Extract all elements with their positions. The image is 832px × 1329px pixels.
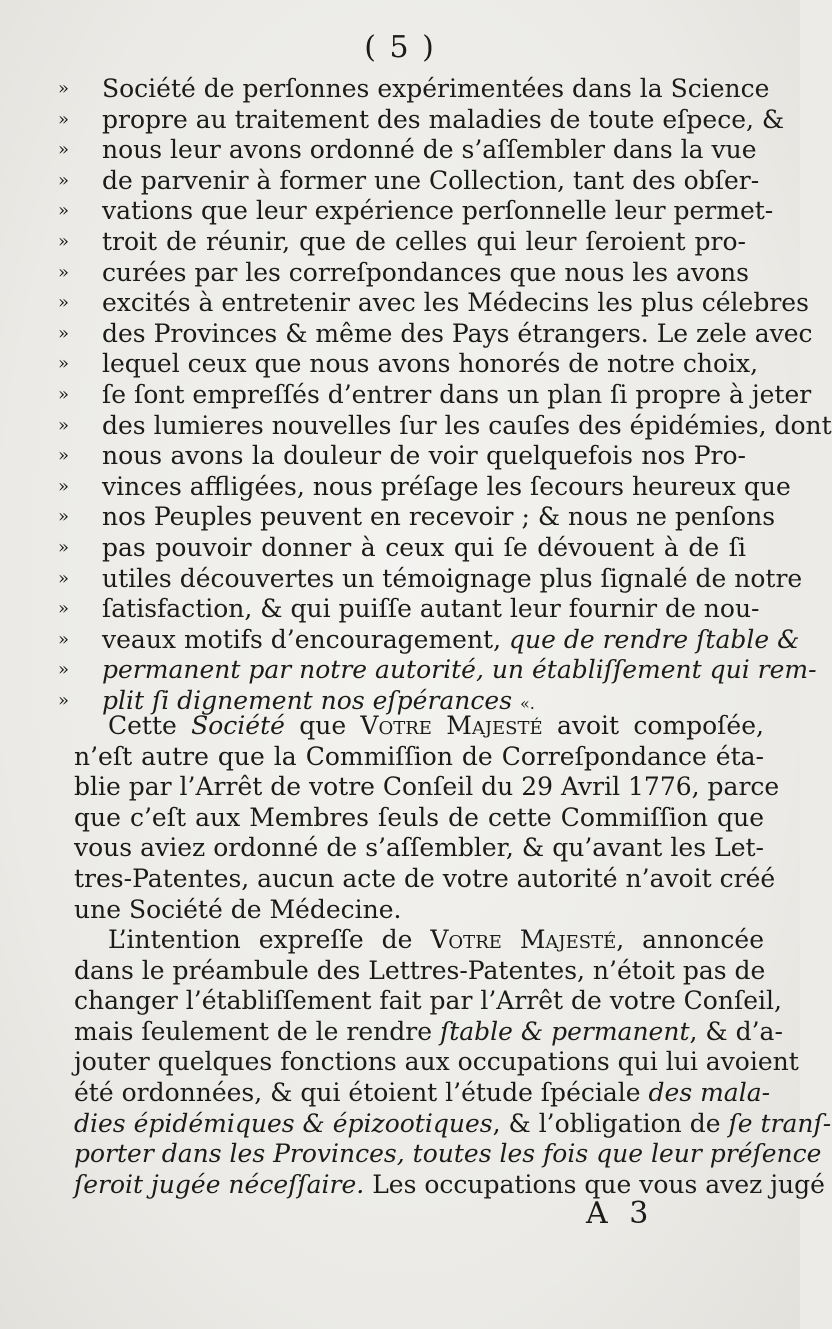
paragraph-line: dies épidémiques & épizootiques, & l’obligation de ſe tranſ- [74, 1108, 832, 1138]
quote-line: » vations que leur expérience perſonnelle leur permet- [58, 196, 774, 226]
quote-mark: » [58, 598, 71, 620]
quote-mark: » [58, 108, 71, 130]
quote-mark: » [58, 506, 71, 528]
paragraph-line: ſeroit jugée néceſſaire. Les occupations que vous avez jugé [74, 1169, 825, 1199]
quote-line: » pas pouvoir donner à ceux qui ſe dévouent à de ſi [58, 532, 746, 562]
paragraph-line: changer l’établiſſement fait par l’Arrêt de votre Conſeil, [74, 986, 782, 1016]
paragraph-line: porter dans les Provinces, toutes les fois que leur préſence [74, 1139, 822, 1169]
quote-mark: » [58, 383, 71, 405]
paragraph-line: été ordonnées, & qui étoient l’étude ſpéciale des mala- [74, 1077, 771, 1107]
quote-line: » ſe ſont empreſſés d’entrer dans un plan ſi propre à jeter [58, 379, 812, 409]
closing-quote-mark: «. [520, 693, 535, 713]
page-number: ( 5 ) [364, 30, 436, 65]
quote-mark: » [58, 628, 71, 650]
quote-line: » nous avons la douleur de voir quelquefois nos Pro- [58, 441, 746, 471]
quote-line: » Société de perſonnes expérimentées dans la Science [58, 74, 770, 103]
quote-mark: » [58, 139, 71, 161]
quote-mark: » [58, 659, 71, 681]
paragraph-line: Cette Société que Votre Majesté avoit compoſée, [108, 711, 764, 740]
quote-mark: » [58, 78, 71, 99]
quote-line: » lequel ceux que nous avons honorés de notre choix, [58, 349, 759, 379]
paragraph-line: n’eſt autre que la Commiſſion de Correſpondance éta- [74, 741, 764, 771]
quote-line: » nous leur avons ordonné de s’aſſembler dans la vue [58, 135, 757, 165]
paragraph-line: une Société de Médecine. [74, 894, 402, 924]
quote-mark: » [58, 292, 71, 314]
paragraph-line: vous aviez ordonné de s’aſſembler, & qu’avant les Let- [74, 833, 764, 863]
quote-line: » des Provinces & même des Pays étrangers. Le zele avec [58, 318, 813, 348]
quote-line: » propre au traitement des maladies de toute eſpece, & [58, 104, 785, 134]
quote-mark: » [58, 567, 71, 589]
quote-mark: » [58, 200, 71, 222]
paragraph-line: L’intention expreſſe de Votre Majesté, annoncée [108, 925, 765, 954]
quote-line: » nos Peuples peuvent en recevoir ; & nous ne penſons [58, 502, 776, 532]
quote-line: » permanent par notre autorité, un établiſſement qui rem- [58, 655, 817, 685]
paragraph-line: tres-Patentes, aucun acte de votre autorité n’avoit créé [74, 863, 776, 893]
small-caps-majesty: Votre Majesté [360, 711, 543, 740]
quote-mark: » [58, 475, 71, 497]
quoted-letters-patent [58, 74, 832, 716]
quote-line: » plit ſi dignement nos eſpérances «. [58, 685, 535, 715]
quote-mark: » [58, 536, 71, 558]
paragraph-line: dans le préambule des Lettres-Patentes, n’étoit pas de [74, 955, 766, 985]
quote-line: » de parvenir à former une Collection, tant des obſer- [58, 165, 760, 195]
quote-mark: » [58, 261, 71, 283]
quote-mark: » [58, 353, 71, 375]
paragraph-intention [74, 925, 832, 1200]
quote-line: » vinces affligées, nous préſage les ſecours heureux que [58, 471, 791, 501]
signature-mark: A 3 [586, 1196, 655, 1231]
quote-line: » des lumieres nouvelles ſur les cauſes des épidémies, dont [58, 410, 832, 440]
paragraph-line: jouter quelques fonctions aux occupations qui lui avoient [74, 1047, 799, 1077]
paragraph-societe [74, 711, 780, 925]
quote-mark: » [58, 414, 71, 436]
quote-line: » utiles découvertes un témoignage plus ſignalé de notre [58, 563, 803, 593]
quote-line: » ſatisfaction, & qui puiſſe autant leur fournir de nou- [58, 594, 760, 624]
quote-line: » veaux motifs d’encouragement, que de rendre ſtable & [58, 624, 800, 654]
quote-mark: » [58, 230, 71, 252]
small-caps-majesty: Votre Majesté [430, 925, 617, 954]
paragraph-line: que c’eſt aux Membres ſeuls de cette Commiſſion que [74, 802, 764, 832]
paragraph-line: blie par l’Arrêt de votre Conſeil du 29 Avril 1776, parce [74, 772, 780, 802]
quote-line: » excités à entretenir avec les Médecins les plus célebres [58, 288, 809, 318]
paragraph-line: mais ſeulement de le rendre ſtable & permanent, & d’a- [74, 1016, 783, 1046]
quote-mark: » [58, 322, 71, 344]
quote-mark: » [58, 169, 71, 191]
quote-line: » curées par les correſpondances que nous les avons [58, 257, 749, 287]
quote-mark: » [58, 689, 71, 711]
italic-phrase: que de rendre ſtable & [509, 624, 800, 654]
quote-mark: » [58, 445, 71, 467]
quote-line: » troit de réunir, que de celles qui leur ſeroient pro- [58, 226, 746, 256]
